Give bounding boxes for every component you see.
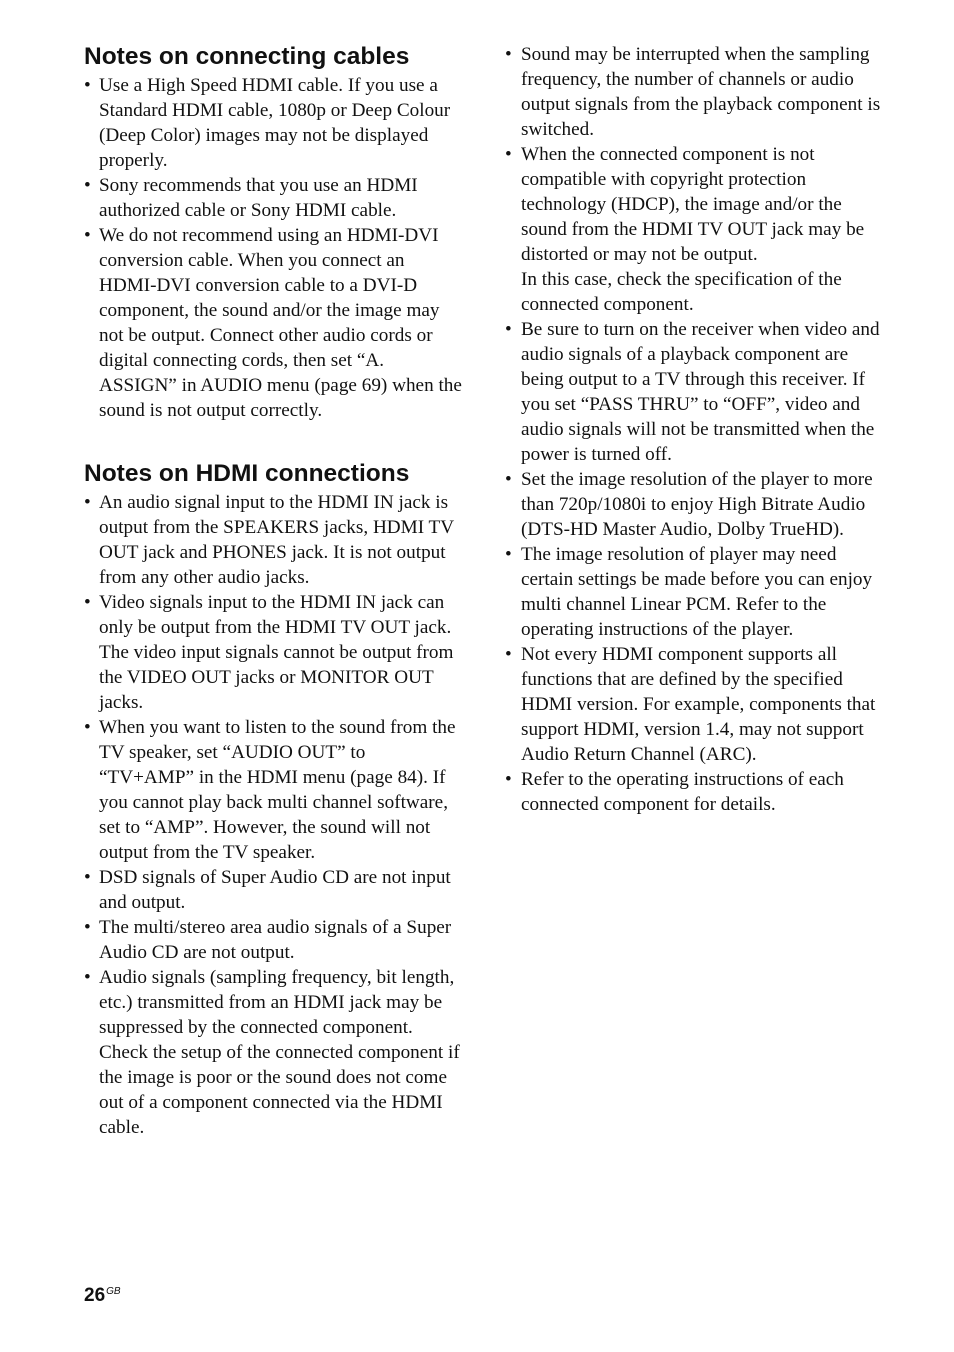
right-column: [505, 42, 890, 817]
list-item: • Not every HDMI component supports all functions that are defined by the specified HDMI version. For example, components that support HDMI, version 1.4, may not support Audio Return Channel (ARC).: [505, 642, 890, 767]
page-number: [84, 1280, 121, 1308]
heading-connecting-cables: Notes on connecting cables: [84, 43, 410, 70]
list-item: • Video signals input to the HDMI IN jack can only be output from the HDMI TV OUT jack. The video input signals cannot be output from the VIDEO OUT jacks or MONITOR OUT jacks.: [84, 590, 462, 715]
left-column: [84, 42, 462, 1140]
hdcp-note-extra: In this case, check the specification of the connected component.: [521, 269, 842, 315]
list-item: • Audio signals (sampling frequency, bit length, etc.) transmitted from an HDMI jack may be suppressed by the connected component. Check the setup of the connected component if the image is poor or the sound does not come out of a component connected via the HDMI cable.: [84, 965, 462, 1140]
list-item: • When you want to listen to the sound from the TV speaker, set “AUDIO OUT” to “TV+AMP” in the HDMI menu (page 84). If you cannot play back multi channel software, set to “AMP”. However, the sound will not output from the TV speaker.: [84, 715, 462, 865]
list-item: • DSD signals of Super Audio CD are not input and output.: [84, 865, 462, 915]
heading-hdmi-connections: Notes on HDMI connections: [84, 460, 410, 487]
hdcp-note-text: • When the connected component is not compatible with copyright protection technology (HDCP), the image and/or the sound from the HDMI TV OUT jack may be distorted or may not be output.: [521, 144, 865, 265]
list-item: • Be sure to turn on the receiver when video and audio signals of a playback component are being output to a TV through this receiver. If you set “PASS THRU” to “OFF”, video and audio signals will not be transmitted when the power is turned off.: [505, 317, 890, 467]
list-item: • We do not recommend using an HDMI-DVI conversion cable. When you connect an HDMI-DVI conversion cable to a DVI-D component, the sound and/or the image may not be output. Connect other audio cords or digital connecting cords, then set “A. ASSIGN” in AUDIO menu (page 69) when the sound is not output correctly.: [84, 223, 462, 423]
region-code: GB: [106, 1286, 121, 1297]
list-item: • Refer to the operating instructions of each connected component for details.: [505, 767, 890, 817]
list-item: • The multi/stereo area audio signals of a Super Audio CD are not output.: [84, 915, 462, 965]
list-item: • Set the image resolution of the player to more than 720p/1080i to enjoy High Bitrate Audio (DTS-HD Master Audio, Dolby TrueHD).: [505, 467, 890, 542]
page-number-value: 26: [84, 1285, 106, 1306]
hdmi-notes-list: [84, 490, 462, 1140]
list-item: • Sound may be interrupted when the sampling frequency, the number of channels or audio output signals from the playback component is switched.: [505, 42, 890, 142]
list-item: • The image resolution of player may need certain settings be made before you can enjoy multi channel Linear PCM. Refer to the operating instructions of the player.: [505, 542, 890, 642]
list-item: • Use a High Speed HDMI cable. If you use a Standard HDMI cable, 1080p or Deep Colour (Deep Color) images may not be displayed properly.: [84, 73, 462, 173]
hdmi-notes-list-continued: [505, 42, 890, 817]
list-item-hdcp: [505, 142, 890, 317]
list-item: • An audio signal input to the HDMI IN jack is output from the SPEAKERS jacks, HDMI TV OUT jack and PHONES jack. It is not output from any other audio jacks.: [84, 490, 462, 590]
cables-notes-list: [84, 73, 462, 423]
list-item: • Sony recommends that you use an HDMI authorized cable or Sony HDMI cable.: [84, 173, 462, 223]
